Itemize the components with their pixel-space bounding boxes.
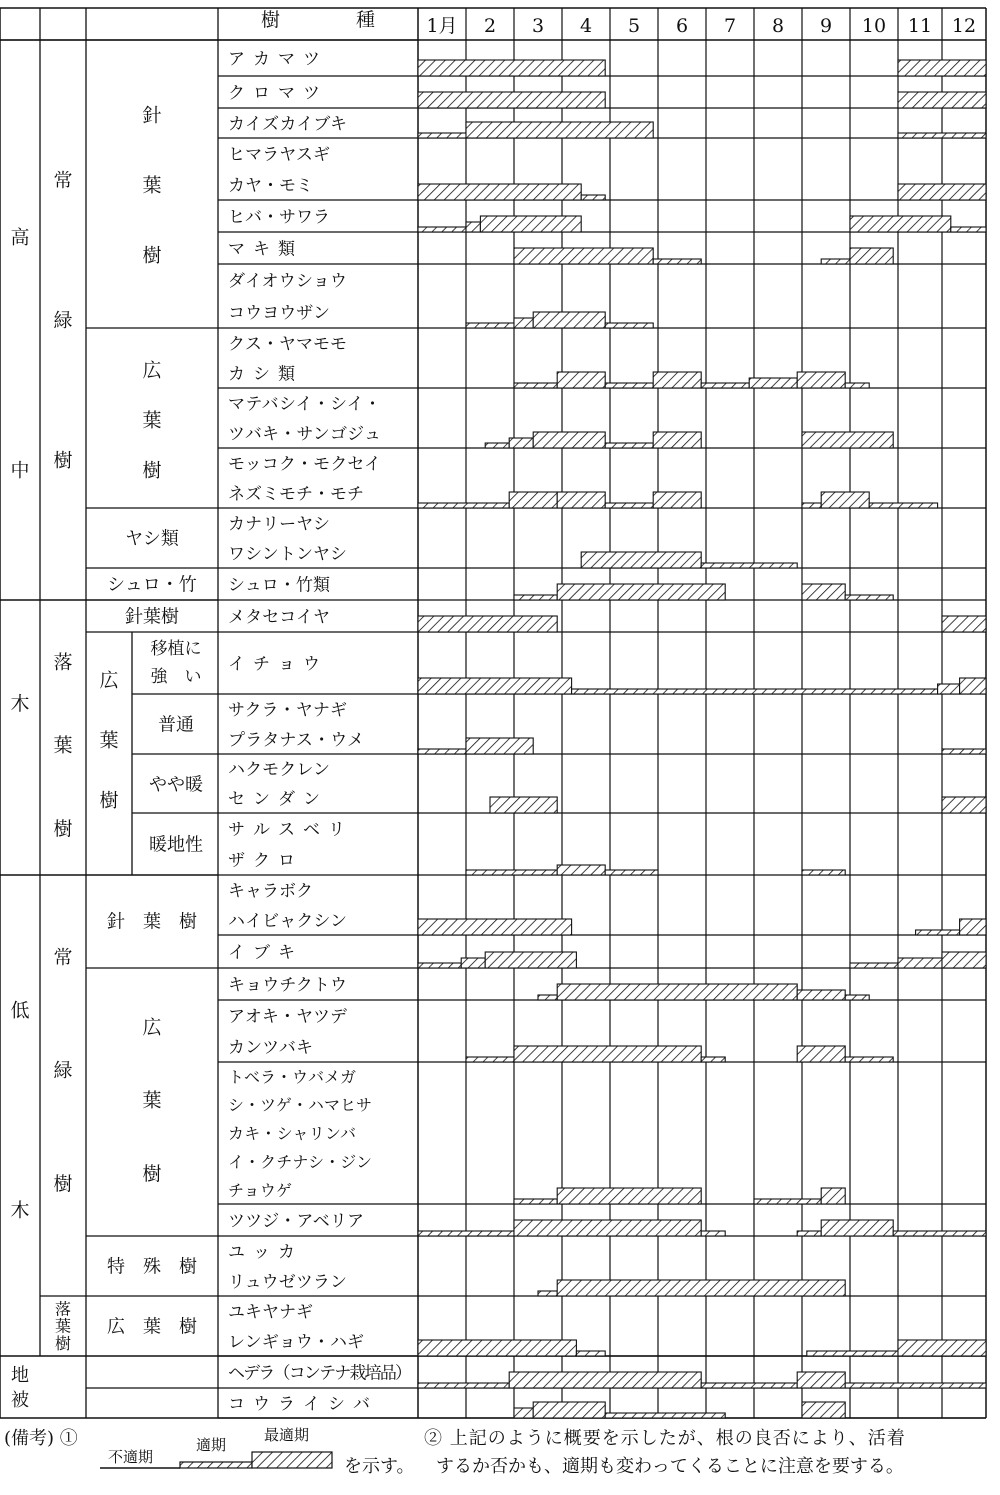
legend-suffix: を示す。	[344, 1456, 415, 1477]
season-bar	[418, 60, 605, 76]
label-deciduous: 落	[53, 651, 73, 674]
species-name: チョウゲ	[228, 1180, 292, 1200]
label-broadleaf: 広	[142, 359, 162, 382]
season-bar	[898, 60, 986, 76]
season-bar	[802, 584, 845, 600]
season-bar	[850, 216, 951, 232]
legend-swatches	[100, 1436, 340, 1472]
species-name: アオキ・ヤツデ	[228, 1006, 347, 1027]
season-bar	[418, 227, 466, 232]
label-slightly-warm: やや暖	[149, 774, 203, 796]
species-name: サ ル ス ベ リ	[228, 819, 345, 840]
season-bar	[418, 616, 557, 632]
season-bar	[461, 958, 485, 968]
species-name: キョウチクトウ	[228, 975, 347, 996]
season-bar	[701, 1231, 725, 1236]
season-bar	[916, 930, 960, 935]
season-bar	[605, 1413, 725, 1418]
season-bar	[509, 1372, 701, 1388]
label-deciduous: 葉	[53, 734, 73, 757]
season-bar	[557, 865, 605, 875]
season-bar	[466, 870, 557, 875]
species-name: ク ロ マ ツ	[228, 83, 320, 104]
season-bar	[821, 1188, 845, 1204]
label-conifer: 樹	[142, 244, 162, 267]
season-bar	[418, 749, 466, 754]
season-bar	[418, 133, 466, 138]
season-bar	[942, 749, 986, 754]
season-bar	[581, 552, 701, 568]
season-bar	[418, 1340, 576, 1356]
season-bar	[802, 870, 845, 875]
month-label-2: 2	[483, 15, 497, 37]
label-conifer: 針	[142, 104, 162, 127]
season-bar	[605, 443, 653, 448]
label-high-middle-tree: 高	[10, 226, 30, 249]
species-name: クス・ヤマモモ	[228, 334, 347, 355]
species-name: プラタナス・ウメ	[228, 730, 364, 751]
season-bar	[701, 563, 797, 568]
species-name: メタセコイヤ	[228, 607, 330, 628]
season-bar	[942, 952, 986, 968]
label-broadleaf: 樹	[142, 459, 162, 482]
season-bar	[797, 1372, 845, 1388]
season-bar	[418, 963, 461, 968]
label-low-tree: 木	[10, 1199, 30, 1222]
season-bar	[418, 184, 581, 200]
season-bar	[418, 1383, 509, 1388]
label-special-tree: 特 殊 樹	[107, 1256, 197, 1278]
label-strong-transplant: 移植に	[150, 638, 202, 659]
season-bar	[533, 432, 605, 448]
month-label-1: 1月	[426, 15, 458, 37]
species-names	[228, 49, 412, 1414]
label-high-middle-tree: 木	[10, 692, 30, 715]
label-broadleaf-low: 広	[142, 1016, 162, 1039]
season-bar	[514, 248, 653, 264]
season-bar	[653, 372, 701, 388]
label-normal: 普通	[158, 714, 194, 736]
season-bar	[514, 383, 557, 388]
season-bar	[557, 1188, 701, 1204]
species-name: カイズカイブキ	[228, 114, 347, 135]
season-bar	[898, 958, 942, 968]
season-bar	[701, 1383, 797, 1388]
season-bar	[821, 1220, 893, 1236]
remarks	[0, 1422, 1000, 1495]
remark-2-line-1: ② 上記のように概要を示したが、根の良否により、活着	[424, 1428, 906, 1449]
label-deciduous-low: 落	[54, 1299, 72, 1319]
season-bar	[821, 492, 869, 508]
species-name: キャラボク	[228, 881, 313, 902]
remark-prefix: (備考) ①	[4, 1428, 78, 1449]
legend-bar-optimal	[252, 1452, 332, 1468]
species-name: ネズミモチ・モチ	[228, 484, 364, 505]
season-bar	[514, 318, 533, 328]
season-bar	[850, 963, 898, 968]
season-bar	[514, 1046, 701, 1062]
species-name: モッコク・モクセイ	[228, 454, 381, 475]
species-name: イ チ ョ ウ	[228, 654, 320, 675]
season-bar	[418, 919, 572, 935]
season-bar	[418, 92, 605, 108]
season-bar	[466, 323, 514, 328]
month-header	[426, 15, 976, 37]
species-name: カ シ 類	[228, 364, 295, 385]
label-broadleaf-deciduous: 広	[99, 669, 119, 692]
species-name: イ・クチナシ・ジン	[228, 1152, 372, 1172]
season-bar	[845, 595, 893, 600]
season-bar	[942, 797, 986, 813]
label-ground-cover: 被	[11, 1389, 29, 1411]
label-warm-region: 暖地性	[149, 834, 203, 856]
season-bar	[869, 503, 937, 508]
label-shuro-bamboo: シュロ・竹	[107, 574, 197, 596]
season-bar	[533, 312, 605, 328]
species-name: ヒマラヤスギ	[228, 144, 330, 165]
species-name: トベラ・ウバメガ	[228, 1067, 356, 1087]
season-bar	[845, 1383, 986, 1388]
season-bar	[797, 1046, 845, 1062]
month-label-6: 6	[675, 15, 689, 37]
label-broadleaf-low: 樹	[142, 1162, 162, 1185]
label-evergreen: 緑	[53, 309, 73, 332]
label-conifer: 葉	[142, 174, 162, 197]
label-evergreen-low: 緑	[53, 1059, 73, 1082]
month-label-9: 9	[819, 15, 833, 37]
legend-unsuitable: 不適期	[108, 1448, 154, 1466]
label-broadleaf-deciduous: 樹	[99, 789, 119, 812]
label-ground-cover: 地	[11, 1364, 29, 1386]
season-bar	[490, 797, 557, 813]
legend-optimal: 最適期	[264, 1426, 310, 1444]
species-name: ワシントンヤシ	[228, 544, 347, 565]
season-bar	[898, 184, 986, 200]
season-bar	[514, 1408, 533, 1418]
species-name: シ・ツゲ・ハマヒサ	[228, 1095, 372, 1115]
species-name: マテバシイ・シイ・	[228, 394, 381, 415]
season-bar	[509, 492, 557, 508]
season-bar	[418, 503, 509, 508]
species-name: ハイビャクシン	[228, 911, 347, 932]
label-evergreen-low: 常	[53, 946, 73, 969]
species-name: カキ・シャリンバ	[228, 1124, 356, 1144]
label-low-tree: 低	[10, 999, 30, 1022]
season-bar	[466, 738, 533, 754]
season-bar	[802, 1402, 845, 1418]
label-broadleaf-deciduous: 葉	[99, 729, 119, 752]
season-bar	[538, 995, 557, 1000]
label-strong-transplant: 強 い	[150, 666, 202, 687]
species-name: ザ ク ロ	[228, 850, 295, 871]
label-deciduous-low: 樹	[54, 1333, 72, 1353]
species-name: レンギョウ・ハギ	[228, 1332, 364, 1353]
season-bar	[605, 503, 653, 508]
species-name: サクラ・ヤナギ	[228, 700, 347, 721]
label-evergreen-low: 樹	[53, 1172, 73, 1195]
season-bar	[557, 492, 605, 508]
season-bar	[938, 684, 960, 694]
season-bar	[797, 372, 845, 388]
label-conifer-low: 針 葉 樹	[107, 911, 197, 933]
species-name: カヤ・モミ	[228, 175, 313, 196]
month-label-3: 3	[531, 15, 545, 37]
season-bar	[466, 122, 653, 138]
month-label-8: 8	[771, 15, 785, 37]
season-bar	[845, 995, 869, 1000]
month-label-12: 12	[951, 15, 977, 37]
species-name: ユキヤナギ	[228, 1302, 313, 1323]
season-bar	[557, 1280, 845, 1296]
season-bar	[701, 1057, 725, 1062]
species-name: ツツジ・アベリア	[228, 1211, 364, 1232]
label-conifer-deciduous: 針葉樹	[125, 606, 179, 628]
species-name: リュウゼツラン	[228, 1272, 347, 1293]
season-bar	[701, 383, 749, 388]
species-name: ツバキ・サンゴジュ	[228, 424, 381, 445]
season-bar	[653, 492, 701, 508]
label-high-middle-tree: 中	[10, 459, 30, 482]
species-name: カナリーヤシ	[228, 514, 330, 535]
season-bar	[797, 990, 845, 1000]
legend-bar-suitable	[180, 1462, 252, 1468]
season-bar	[509, 438, 533, 448]
season-bar	[749, 378, 797, 388]
label-broadleaf: 葉	[142, 409, 162, 432]
month-label-4: 4	[579, 15, 593, 37]
season-bar	[754, 1199, 821, 1204]
season-bar	[797, 1231, 821, 1236]
label-broadleaf-deciduous-low: 広 葉 樹	[107, 1316, 197, 1338]
species-name: ア カ マ ツ	[228, 49, 320, 70]
season-bar	[605, 383, 653, 388]
header-species: 樹 種	[260, 9, 376, 31]
label-deciduous-low: 葉	[54, 1316, 72, 1336]
season-bar	[802, 432, 893, 448]
season-bar	[802, 503, 821, 508]
season-bar	[557, 584, 725, 600]
season-bar	[653, 259, 701, 264]
season-bar	[485, 443, 509, 448]
species-name: ヘデラ（コンテナ栽培品）	[228, 1363, 412, 1384]
species-name: コウヨウザン	[228, 303, 330, 324]
species-name: ユ ッ カ	[228, 1242, 295, 1263]
season-bar	[466, 1057, 514, 1062]
season-bar	[480, 216, 581, 232]
season-bar	[514, 1220, 701, 1236]
species-name: コ ウ ラ イ シ バ	[228, 1394, 370, 1415]
season-bar	[533, 1402, 605, 1418]
season-bar	[418, 1231, 514, 1236]
season-bar	[653, 432, 701, 448]
species-name: ヒバ・サワラ	[228, 207, 330, 228]
season-bar	[845, 383, 869, 388]
month-label-5: 5	[627, 15, 641, 37]
season-bar	[514, 1199, 557, 1204]
season-bar	[576, 1351, 605, 1356]
season-bar	[850, 248, 893, 264]
season-bar	[538, 1291, 557, 1296]
season-bar	[807, 1351, 898, 1356]
month-label-11: 11	[907, 15, 933, 37]
season-bar	[557, 372, 605, 388]
species-name: シュロ・竹類	[228, 575, 330, 596]
season-bar	[581, 195, 605, 200]
season-bar	[605, 870, 658, 875]
label-palm: ヤシ類	[125, 528, 179, 550]
species-name: セ ン ダ ン	[228, 789, 320, 810]
season-bar	[418, 678, 572, 694]
season-bar	[942, 616, 986, 632]
season-bar	[960, 678, 986, 694]
month-label-10: 10	[861, 15, 887, 37]
legend-suitable: 適期	[196, 1436, 227, 1454]
season-bar	[898, 133, 986, 138]
label-evergreen: 常	[53, 169, 73, 192]
species-name: マ キ 類	[228, 239, 295, 260]
season-bar	[898, 92, 986, 108]
season-bar	[466, 222, 480, 232]
season-bar	[557, 984, 797, 1000]
label-broadleaf-low: 葉	[142, 1089, 162, 1112]
species-name: カンツバキ	[228, 1037, 313, 1058]
season-bar	[898, 1340, 986, 1356]
season-bar	[514, 595, 557, 600]
season-bar	[893, 1231, 986, 1236]
season-bar	[845, 1057, 893, 1062]
month-label-7: 7	[723, 15, 737, 37]
season-bar	[960, 919, 986, 935]
season-bar	[572, 689, 938, 694]
season-bar	[485, 952, 576, 968]
species-name: ハクモクレン	[228, 760, 330, 781]
season-bar	[821, 259, 850, 264]
species-name: イ ブ キ	[228, 942, 295, 963]
remark-2-line-2: するか否かも、適期も変わってくることに注意を要する。	[436, 1456, 904, 1477]
label-deciduous: 樹	[53, 817, 73, 840]
species-name: ダイオウショウ	[228, 271, 347, 292]
label-evergreen: 樹	[53, 449, 73, 472]
season-bar	[951, 227, 986, 232]
season-bar	[605, 323, 653, 328]
